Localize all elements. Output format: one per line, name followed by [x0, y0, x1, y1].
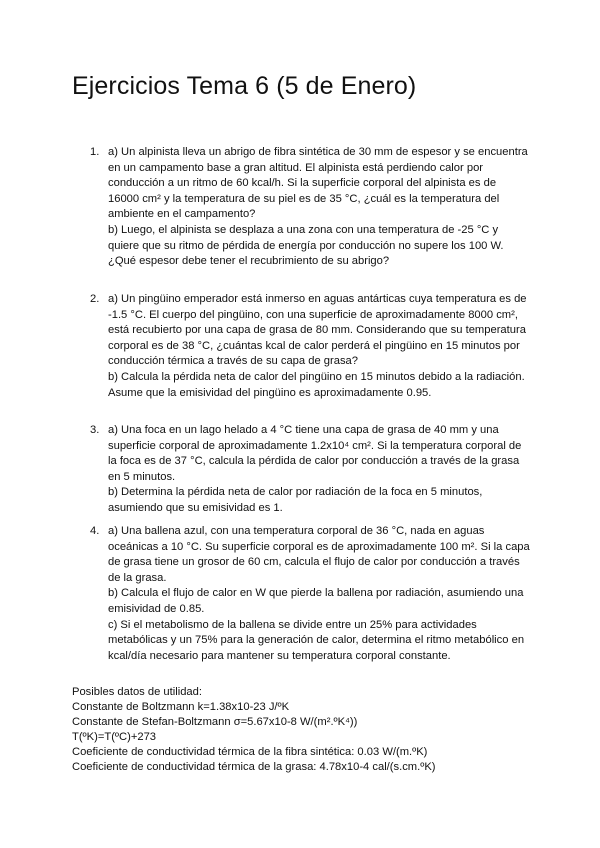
exercise-1	[90, 145, 530, 270]
exercise-part-a: a) Un alpinista lleva un abrigo de fibra sintética de 30 mm de espesor y se encuentra en un campamento base a gran altitud. El alpinista está perdiendo calor por conducción a un ritmo de 60 kcal/h. Si la superficie corporal del alpinista es de 16000 cm² y la temperatura de su piel es de 35 °C, ¿cuál es la temperatura del ambiente en el campamento?	[108, 146, 528, 221]
useful-data-line: Coeficiente de conductividad térmica de la fibra sintética: 0.03 W/(m.ºK)	[72, 746, 428, 759]
exercise-2	[90, 292, 530, 401]
exercise-part-b: b) Calcula el flujo de calor en W que pierde la ballena por radiación, asumiendo una emisividad de 0.85.	[108, 587, 524, 615]
exercise-part-b: b) Calcula la pérdida neta de calor del pingüino en 15 minutos debido a la radiación. Asume que la emisividad del pingüino es aproximadamente 0.95.	[108, 370, 525, 399]
useful-data-line: T(ºK)=T(ºC)+273	[72, 731, 157, 744]
exercise-part-c: c) Si el metabolismo de la ballena se divide entre un 25% para actividades metabólicas y un 75% para la generación de calor, determina el ritmo metabólico en kcal/día necesario para mantener su temperatura corporal constante.	[108, 618, 525, 662]
useful-data-line: Constante de Stefan-Boltzmann σ=5.67x10-8 W/(m².ºK⁴))	[72, 716, 358, 729]
exercise-number: 2.	[90, 293, 100, 305]
exercise-part-b: b) Luego, el alpinista se desplaza a una zona con una temperatura de -25 °C y quiere que su ritmo de pérdida de energía por conducción no supere los 100 W. ¿Qué espesor debe tener el recubrimiento de su abrigo?	[108, 223, 504, 268]
useful-data-heading: Posibles datos de utilidad:	[72, 686, 202, 698]
useful-data-section	[72, 685, 542, 776]
exercise-number: 4.	[90, 525, 100, 537]
exercise-part-b: b) Determina la pérdida neta de calor por radiación de la foca en 5 minutos, asumiendo que su emisividad es 1.	[108, 486, 483, 514]
exercise-part-a: a) Una ballena azul, con una temperatura corporal de 36 °C, nada en aguas oceánicas a 10 °C. Su superficie corporal es de aproximadamente 100 m². Si la capa de grasa tiene un grosor de 60 cm, calcula el flujo de calor por conducción a través de la grasa.	[108, 525, 530, 584]
exercise-number: 3.	[90, 424, 100, 436]
exercise-4	[90, 524, 530, 664]
exercise-number: 1.	[90, 146, 100, 158]
exercise-part-a: a) Un pingüino emperador está inmerso en aguas antárticas cuya temperatura es de -1.5 °C. El cuerpo del pingüino, con una superficie de aproximadamente 8000 cm², está recubierto por una capa de grasa de 80 mm. Considerando que su temperatura corporal es de 38 °C, ¿cuántas kcal de calor perderá el pingüino en 15 minutos por conducción térmica a través de su capa de grasa?	[108, 293, 527, 368]
exercise-part-a: a) Una foca en un lago helado a 4 °C tiene una capa de grasa de 40 mm y una superficie corporal de aproximadamente 1.2x10⁴ cm². Si la temperatura corporal de la foca es de 37 °C, calcula la pérdida de calor por conducción a través de la grasa en 5 minutos.	[108, 424, 522, 483]
page-title: Ejercicios Tema 6 (5 de Enero)	[72, 72, 417, 100]
useful-data-line: Constante de Boltzmann k=1.38x10-23 J/ºK	[72, 701, 290, 714]
exercise-3	[90, 423, 530, 517]
useful-data-line: Coeficiente de conductividad térmica de la grasa: 4.78x10-4 cal/(s.cm.ºK)	[72, 761, 436, 774]
